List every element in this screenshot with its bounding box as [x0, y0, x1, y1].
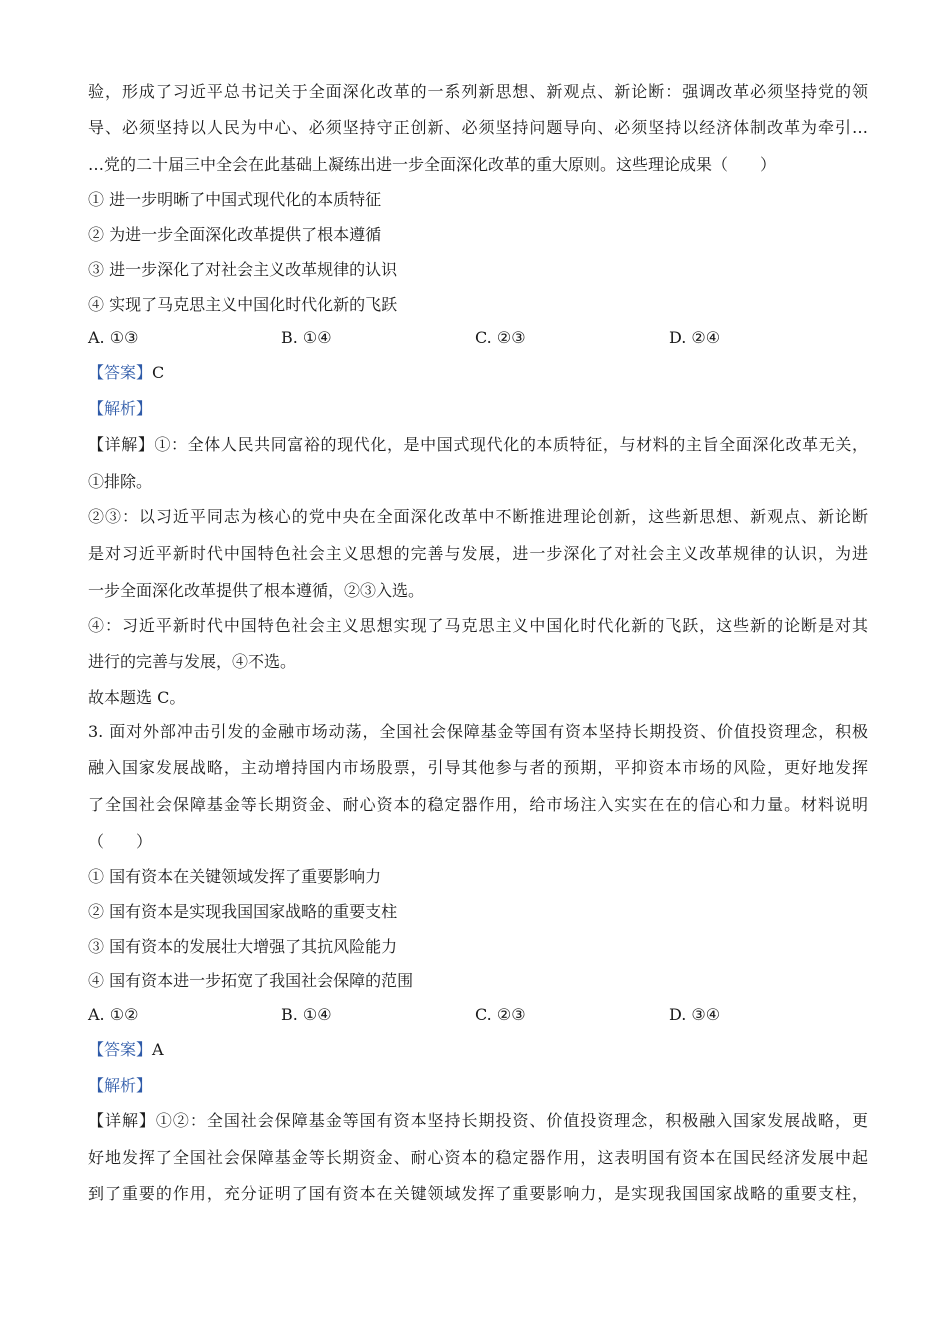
detail-tag: 【详解】 — [88, 1111, 156, 1130]
q2-statement-1: ① 进一步明晰了中国式现代化的本质特征 — [88, 190, 382, 209]
q2-detail-line-6: ④：习近平新时代中国特色社会主义思想实现了马克思主义中国化时代化新的飞跃，这些新的论断是对其 — [88, 616, 868, 635]
q3-stem-line-4: （ ） — [88, 832, 153, 851]
q3-option-c: C. ②③ — [475, 1005, 526, 1024]
answer-tag: 【答案】 — [88, 1040, 153, 1059]
q2-stem-line-3: …党的二十届三中全会在此基础上凝练出进一步全面深化改革的重大原则。这些理论成果（ ） — [88, 155, 777, 174]
q2-conclusion: 故本题选 C。 — [88, 688, 186, 707]
q2-statement-4: ④ 实现了马克思主义中国化时代化新的飞跃 — [88, 295, 398, 314]
q3-statement-1: ① 国有资本在关键领域发挥了重要影响力 — [88, 867, 382, 886]
q2-detail-line-5: 一步全面深化改革提供了根本遵循，②③入选。 — [88, 581, 425, 600]
q2-option-c: C. ②③ — [475, 328, 526, 347]
q2-option-a: A. ①③ — [88, 328, 139, 347]
detail-tag: 【详解】 — [88, 435, 155, 454]
q3-detail-line-1 — [88, 1110, 868, 1132]
q2-detail-line-1 — [88, 434, 868, 456]
q3-detail-line-2: 好地发挥了全国社会保障基金等长期资金、耐心资本的稳定器作用，这表明国有资本在国民经济发展中起 — [88, 1148, 868, 1167]
q3-option-a: A. ①② — [88, 1005, 139, 1024]
q2-statement-2: ② 为进一步全面深化改革提供了根本遵循 — [88, 225, 382, 244]
q2-stem-line-2: 导、必须坚持以人民为中心、必须坚持守正创新、必须坚持问题导向、必须坚持以经济体制改革为牵引… — [88, 118, 868, 137]
q2-answer — [88, 362, 868, 384]
q3-statement-2: ② 国有资本是实现我国国家战略的重要支柱 — [88, 902, 398, 921]
analysis-tag: 【解析】 — [88, 1076, 153, 1095]
q2-stem-line-1: 验，形成了习近平总书记关于全面深化改革的一系列新思想、新观点、新论断：强调改革必须坚持党的领 — [88, 82, 868, 101]
q3-option-b: B. ①④ — [281, 1005, 332, 1024]
q2-detail-line-3: ②③：以习近平同志为核心的党中央在全面深化改革中不断推进理论创新，这些新思想、新观点、新论断 — [88, 507, 868, 526]
q3-stem-line-3: 了全国社会保障基金等长期资金、耐心资本的稳定器作用，给市场注入实实在在的信心和力量。材料说明 — [88, 795, 868, 814]
q3-stem-line-1: 3. 面对外部冲击引发的金融市场动荡，全国社会保障基金等国有资本坚持长期投资、价值投资理念，积极 — [88, 722, 868, 741]
q3-statement-4: ④ 国有资本进一步拓宽了我国社会保障的范围 — [88, 971, 414, 990]
q3-statement-3: ③ 国有资本的发展壮大增强了其抗风险能力 — [88, 937, 398, 956]
analysis-tag: 【解析】 — [88, 399, 153, 418]
q2-detail-line-2: ①排除。 — [88, 472, 153, 491]
q3-option-d: D. ③④ — [669, 1005, 721, 1024]
q2-option-b: B. ①④ — [281, 328, 332, 347]
q2-statement-3: ③ 进一步深化了对社会主义改革规律的认识 — [88, 260, 398, 279]
answer-value: A — [152, 1040, 164, 1059]
q2-detail-line-7: 进行的完善与发展，④不选。 — [88, 652, 297, 671]
detail-text: ①②：全国社会保障基金等国有资本坚持长期投资、价值投资理念，积极融入国家发展战略，更 — [155, 1111, 868, 1130]
q3-answer — [88, 1039, 868, 1061]
detail-text: ①：全体人民共同富裕的现代化，是中国式现代化的本质特征，与材料的主旨全面深化改革无关， — [154, 435, 868, 454]
q3-detail-line-3: 到了重要的作用，充分证明了国有资本在关键领域发挥了重要影响力，是实现我国国家战略的重要支柱， — [88, 1184, 868, 1203]
q3-analysis-heading — [88, 1075, 868, 1097]
q2-detail-line-4: 是对习近平新时代中国特色社会主义思想的完善与发展，进一步深化了对社会主义改革规律的认识，为进 — [88, 544, 868, 563]
answer-value: C — [152, 363, 165, 382]
answer-tag: 【答案】 — [88, 363, 153, 382]
q3-stem-line-2: 融入国家发展战略，主动增持国内市场股票，引导其他参与者的预期，平抑资本市场的风险，更好地发挥 — [88, 758, 868, 777]
q2-option-d: D. ②④ — [669, 328, 721, 347]
q2-analysis-heading — [88, 398, 868, 420]
